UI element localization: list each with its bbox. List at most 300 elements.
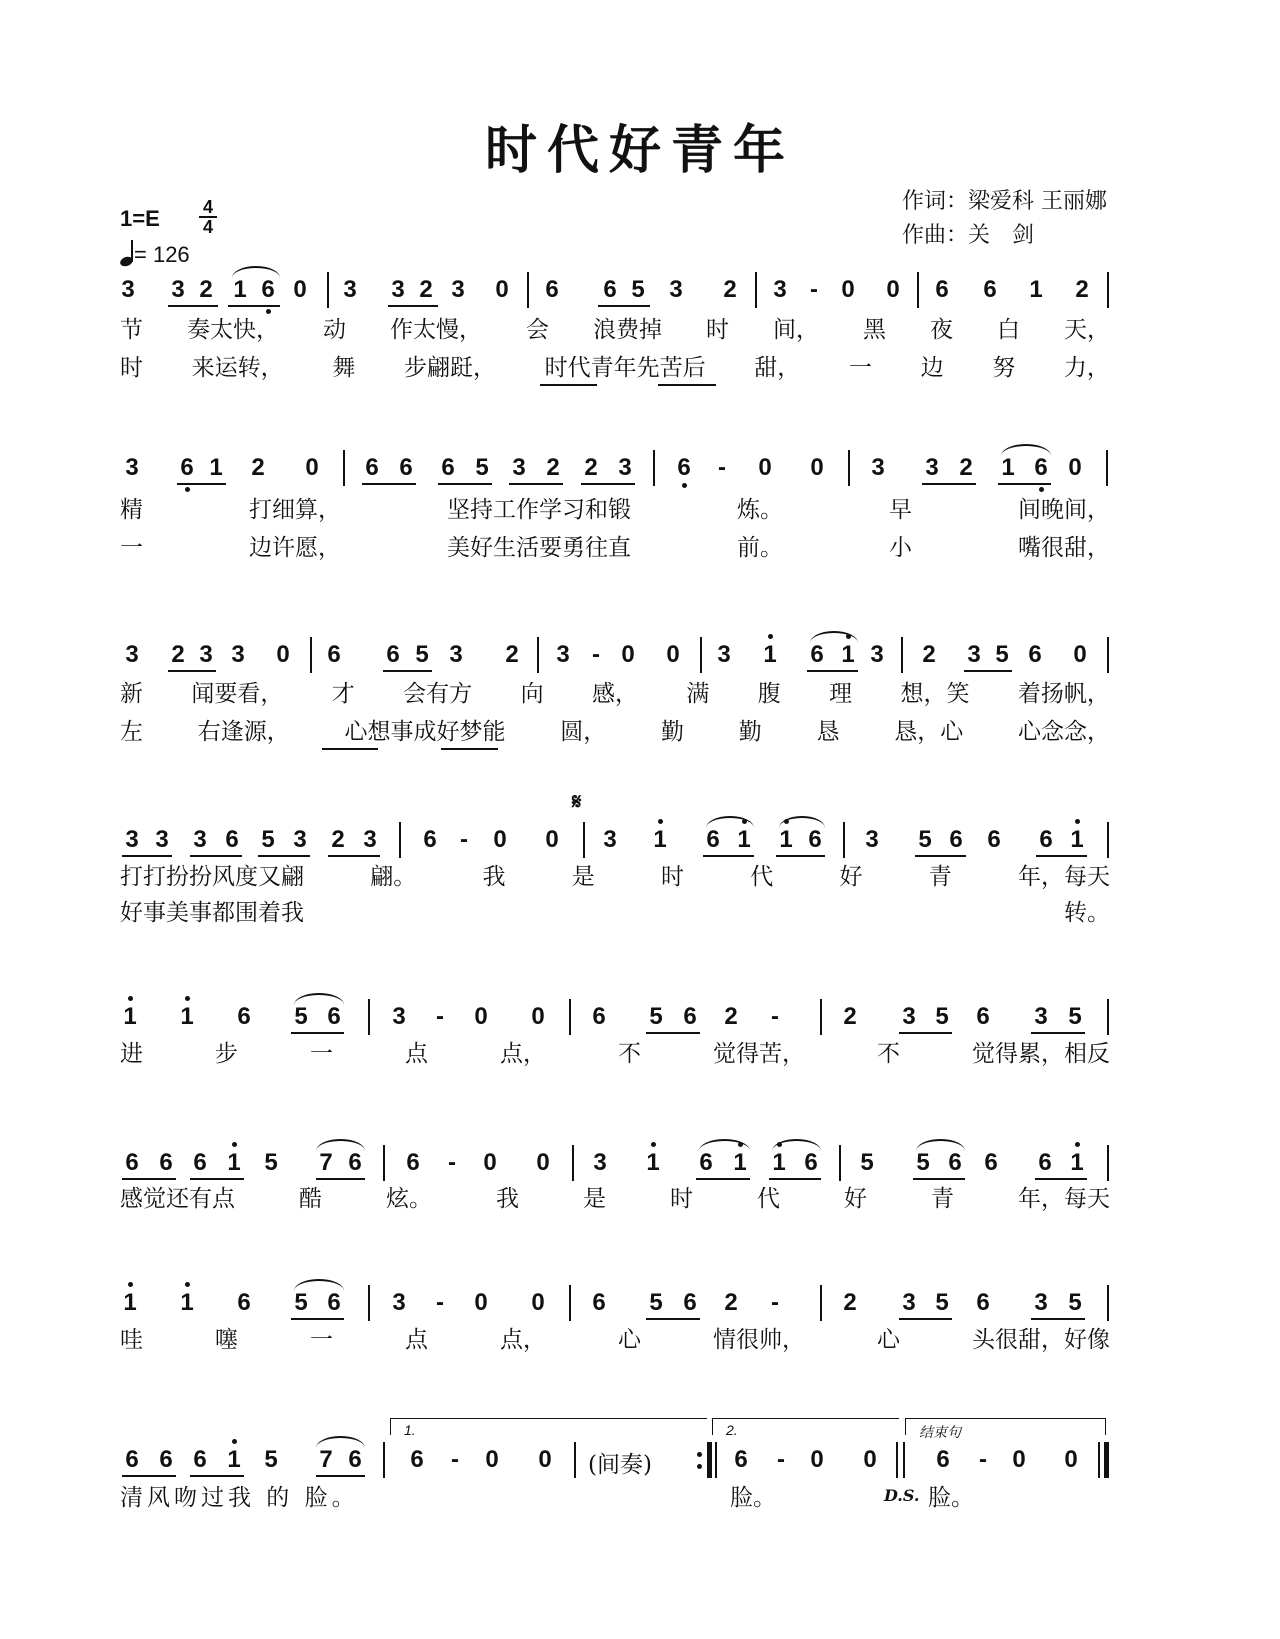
eighth-underline	[316, 1178, 365, 1180]
note: 3	[902, 1003, 916, 1030]
rest: 0	[485, 1446, 499, 1473]
note: 1	[646, 1149, 660, 1176]
barline	[569, 999, 571, 1035]
lyric-word: 会	[526, 317, 549, 343]
note: 6	[948, 1149, 962, 1176]
eighth-underline	[899, 1318, 952, 1320]
dash: -	[810, 276, 818, 303]
note: 3	[669, 276, 683, 303]
lyric-word: 小	[889, 535, 912, 561]
note: 6	[348, 1446, 362, 1473]
rest: 0	[886, 276, 900, 303]
lyric-word: 点，	[500, 1041, 546, 1067]
octave-dot-below	[185, 487, 190, 492]
volta-bracket	[712, 1418, 899, 1435]
note: 3	[391, 276, 405, 303]
barline	[368, 999, 370, 1035]
octave-dot-above	[128, 996, 133, 1001]
lyric-word: 觉得苦，	[713, 1041, 805, 1067]
rest: 0	[666, 641, 680, 668]
note: 1	[1001, 454, 1015, 481]
lyric-word: 浪费掉	[593, 317, 662, 343]
lyric-line	[120, 316, 1110, 344]
repeat-dots	[697, 1452, 702, 1472]
note: 6	[237, 1289, 251, 1316]
dash: -	[979, 1446, 987, 1473]
note: 5	[649, 1289, 663, 1316]
lyric-word: 点	[405, 1041, 428, 1067]
eighth-underline	[383, 670, 432, 672]
note: 6	[683, 1003, 697, 1030]
note: 1	[123, 1003, 137, 1030]
eighth-underline	[703, 855, 754, 857]
lyric-word: 腹	[757, 681, 781, 707]
repeat-bar	[707, 1442, 712, 1478]
note: 6	[159, 1446, 173, 1473]
lyric-word: 打打扮扮风度又翩	[120, 864, 304, 890]
note: 5	[1068, 1289, 1082, 1316]
lyric-word: 白	[997, 317, 1020, 343]
lyric-underline	[441, 748, 498, 750]
note: 5	[475, 454, 489, 481]
rest: 0	[545, 826, 559, 853]
note: 6	[125, 1149, 139, 1176]
eighth-underline	[1031, 1318, 1085, 1320]
eighth-underline	[776, 855, 825, 857]
rest: 0	[1068, 454, 1082, 481]
eighth-underline	[769, 1178, 821, 1180]
lyric-word: 节	[120, 317, 143, 343]
lyric-word: 炫。	[386, 1186, 432, 1212]
note: 5	[935, 1003, 949, 1030]
barline	[715, 1442, 717, 1478]
eighth-underline	[291, 1032, 344, 1034]
tempo-mark: = 126	[120, 240, 190, 268]
note: 1	[653, 826, 667, 853]
note: 1	[763, 641, 777, 668]
lyric-word: 勤	[661, 719, 684, 745]
lyric-line	[120, 1040, 1110, 1068]
note: 2	[419, 276, 433, 303]
lyric-word: 感，	[591, 681, 638, 707]
lyric-word: 时代青年先苦后	[544, 355, 706, 381]
eighth-underline	[258, 855, 310, 857]
note: 1	[180, 1003, 194, 1030]
lyric-word: 着扬帆，	[1017, 681, 1110, 707]
note: 6	[984, 1149, 998, 1176]
note: 3	[392, 1003, 406, 1030]
rest: 0	[531, 1003, 545, 1030]
note: 6	[441, 454, 455, 481]
eighth-underline	[509, 483, 563, 485]
lyric-word: 恳，心	[894, 719, 964, 745]
octave-dot-below	[266, 309, 271, 314]
lyric-word: 代	[750, 864, 774, 890]
note: 3	[125, 641, 139, 668]
eighth-underline	[915, 855, 966, 857]
note: 3	[925, 454, 939, 481]
lyric-word: 心念念，	[1018, 719, 1110, 745]
rest: 0	[1012, 1446, 1026, 1473]
key-signature: 1=E	[120, 206, 160, 231]
lyric-word: 感觉还有点	[120, 1186, 235, 1212]
eighth-underline	[122, 1178, 176, 1180]
lyric-word: 会有方	[403, 681, 473, 707]
note: 6	[1028, 641, 1042, 668]
dash: -	[592, 641, 600, 668]
lyric-word: 力，	[1063, 355, 1110, 381]
rest: 0	[863, 1446, 877, 1473]
lyric-word: 黑	[863, 317, 886, 343]
note: 5	[264, 1446, 278, 1473]
lyric-line: 脸。	[928, 1485, 974, 1511]
note: 3	[392, 1289, 406, 1316]
note: 3	[871, 454, 885, 481]
lyric-word: 点，	[500, 1327, 546, 1353]
dash: -	[436, 1289, 444, 1316]
rest: 0	[531, 1289, 545, 1316]
lyric-word: 年，每天	[1018, 864, 1110, 890]
time-signature: 4 4	[199, 198, 217, 236]
note: 2	[723, 276, 737, 303]
barline	[572, 1145, 574, 1181]
note: 3	[193, 826, 207, 853]
lyric-word: 努	[992, 355, 1016, 381]
note: 1	[209, 454, 223, 481]
note: 6	[1034, 454, 1048, 481]
dash: -	[718, 454, 726, 481]
note: 6	[327, 1003, 341, 1030]
eighth-underline	[316, 1475, 365, 1477]
note: 3	[717, 641, 731, 668]
note: 3	[343, 276, 357, 303]
lyric-word: 一	[848, 355, 872, 381]
note: 3	[125, 826, 139, 853]
note: 6	[810, 641, 824, 668]
lyric-word: 时	[661, 864, 684, 890]
note: 1	[227, 1446, 241, 1473]
note: 6	[237, 1003, 251, 1030]
dash: -	[460, 826, 468, 853]
lyric-word: 年，每天	[1018, 1186, 1110, 1212]
note: 1	[227, 1149, 241, 1176]
note: 2	[331, 826, 345, 853]
eighth-underline	[1035, 1178, 1087, 1180]
note: 5	[1068, 1003, 1082, 1030]
barline	[700, 637, 702, 673]
note: 3	[1034, 1289, 1048, 1316]
barline	[653, 450, 655, 486]
note: 2	[1075, 276, 1089, 303]
lyric-word: 美好生活要勇往直	[447, 535, 631, 561]
rest: 0	[538, 1446, 552, 1473]
dash: -	[436, 1003, 444, 1030]
note: 2	[843, 1003, 857, 1030]
lyric-line	[120, 1185, 1110, 1213]
lyric-word: 不	[618, 1041, 641, 1067]
lyric-word: 坚持工作学习和锻	[447, 497, 631, 523]
note: 6	[193, 1446, 207, 1473]
lyric-word: 理	[829, 681, 853, 707]
lyric-word: 想，笑	[900, 681, 970, 707]
lyric-word: 一	[310, 1327, 333, 1353]
note: 5	[935, 1289, 949, 1316]
barline	[399, 822, 401, 858]
eighth-underline	[122, 855, 172, 857]
lyric-word: 我	[482, 864, 506, 890]
note: 1	[1070, 826, 1084, 853]
rest: 0	[758, 454, 772, 481]
slur	[232, 266, 280, 278]
note: 6	[125, 1446, 139, 1473]
note: 3	[231, 641, 245, 668]
slur	[316, 1436, 365, 1448]
lyric-word: 噻	[215, 1327, 238, 1353]
note: 6	[983, 276, 997, 303]
barline	[901, 637, 903, 673]
note: 6	[1039, 826, 1053, 853]
lyric-word: 心	[618, 1327, 641, 1353]
note: 3	[451, 276, 465, 303]
note: 6	[365, 454, 379, 481]
note: 6	[1038, 1149, 1052, 1176]
note: 6	[976, 1289, 990, 1316]
note: 5	[995, 641, 1009, 668]
slur	[916, 1139, 965, 1151]
volta-bracket	[390, 1418, 707, 1435]
lyric-word: 进	[120, 1041, 143, 1067]
eighth-underline	[922, 483, 976, 485]
barline	[343, 450, 345, 486]
lyric-word: 恳	[816, 719, 840, 745]
lyric-word: 向	[520, 681, 544, 707]
rest: 0	[841, 276, 855, 303]
lyric-line	[120, 1326, 1110, 1354]
note: 1	[841, 641, 855, 668]
rest: 0	[305, 454, 319, 481]
note: 6	[683, 1289, 697, 1316]
note: 6	[603, 276, 617, 303]
note: 6	[734, 1446, 748, 1473]
barline	[1107, 272, 1109, 308]
note: 1	[772, 1149, 786, 1176]
note: 6	[399, 454, 413, 481]
note: 6	[225, 826, 239, 853]
note: 3	[967, 641, 981, 668]
lyric-line	[120, 496, 1110, 524]
barline	[569, 1285, 571, 1321]
note: 2	[584, 454, 598, 481]
lyric-word: 炼。	[737, 497, 783, 523]
lyric-line	[120, 680, 1110, 708]
note: 3	[870, 641, 884, 668]
note: 3	[593, 1149, 607, 1176]
lyric-line	[120, 534, 1110, 562]
rest: 0	[810, 454, 824, 481]
octave-dot-above	[1075, 819, 1080, 824]
barline	[327, 272, 329, 308]
note: 5	[631, 276, 645, 303]
note: 3	[363, 826, 377, 853]
lyric-word: 时	[706, 317, 729, 343]
lyricist: 作词：梁爱科 王丽娜	[902, 189, 1107, 214]
barline	[903, 1442, 905, 1478]
eighth-underline	[388, 305, 438, 307]
note: 2	[171, 641, 185, 668]
note: 1	[180, 1289, 194, 1316]
octave-dot-above	[768, 634, 773, 639]
note: 2	[505, 641, 519, 668]
barline	[839, 1145, 841, 1181]
rest: 0	[474, 1289, 488, 1316]
eighth-underline	[362, 483, 416, 485]
slur	[772, 1139, 821, 1151]
lyric-line: 脸。	[730, 1485, 776, 1511]
note: 2	[922, 641, 936, 668]
note: 3	[155, 826, 169, 853]
barline	[537, 637, 539, 673]
rest: 0	[621, 641, 635, 668]
note: 3	[773, 276, 787, 303]
lyric-word: 圆，	[560, 719, 607, 745]
note: 3	[293, 826, 307, 853]
dash: -	[777, 1446, 785, 1473]
slur	[294, 993, 344, 1005]
volta-label: 1.	[404, 1422, 416, 1438]
lyric-word: 一	[310, 1041, 333, 1067]
lyric-word: 作太慢，	[390, 317, 482, 343]
song-title: 时代好青年	[484, 121, 795, 181]
dash: -	[451, 1446, 459, 1473]
lyric-word: 翩。	[370, 864, 417, 890]
lyric-word: 精	[120, 497, 143, 523]
volta-label: 结束句	[919, 1424, 961, 1440]
lyric-word: 是	[571, 864, 595, 890]
lyric-word: 青	[928, 864, 952, 890]
eighth-underline	[190, 1475, 244, 1477]
note: 3	[171, 276, 185, 303]
octave-dot-above	[1075, 1142, 1080, 1147]
note: 3	[618, 454, 632, 481]
octave-dot-above	[185, 1282, 190, 1287]
eighth-underline	[1036, 855, 1087, 857]
lyric-word: 奏太快，	[187, 317, 279, 343]
note: 3	[1034, 1003, 1048, 1030]
eighth-underline	[291, 1318, 344, 1320]
lyric-word: 时	[120, 355, 143, 381]
note: 2	[199, 276, 213, 303]
segno-icon: 𝄋	[572, 790, 582, 815]
note: 6	[592, 1289, 606, 1316]
note: 2	[959, 454, 973, 481]
note: 6	[976, 1003, 990, 1030]
eighth-underline	[807, 670, 858, 672]
lyric-word: 勤	[738, 719, 762, 745]
lyric-word: 动	[323, 317, 346, 343]
note: 6	[677, 454, 691, 481]
lyric-line	[120, 863, 1110, 891]
note: 6	[804, 1149, 818, 1176]
octave-dot-below	[1039, 487, 1044, 492]
barline	[1106, 450, 1108, 486]
rest: 0	[474, 1003, 488, 1030]
final-bar	[1104, 1442, 1109, 1478]
rest: 0	[1064, 1446, 1078, 1473]
rest: 0	[495, 276, 509, 303]
rest: 0	[536, 1149, 550, 1176]
lyric-word: 左	[120, 719, 143, 745]
lyric-word: 一	[120, 535, 143, 561]
note: 1	[779, 826, 793, 853]
note: 6	[327, 641, 341, 668]
note: 3	[556, 641, 570, 668]
note: 3	[902, 1289, 916, 1316]
note: 2	[546, 454, 560, 481]
note: 2	[724, 1289, 738, 1316]
slur	[706, 816, 754, 828]
barline	[820, 999, 822, 1035]
composer: 作曲：关 剑	[902, 223, 1035, 248]
note: 5	[860, 1149, 874, 1176]
lyric-word: 头很甜，好像	[972, 1327, 1110, 1353]
note: 2	[843, 1289, 857, 1316]
note: 6	[706, 826, 720, 853]
note: 1	[233, 276, 247, 303]
note: 6	[699, 1149, 713, 1176]
lyric-word: 夜	[930, 317, 953, 343]
note: 7	[319, 1149, 333, 1176]
lyric-word: 边许愿，	[249, 535, 341, 561]
slur	[779, 816, 825, 828]
lyric-word: 好	[839, 864, 863, 890]
lyric-word: 好	[844, 1186, 867, 1212]
note: 3	[199, 641, 213, 668]
note: 6	[406, 1149, 420, 1176]
barline	[383, 1145, 385, 1181]
lyric-word: 天，	[1064, 317, 1110, 343]
lyric-underline	[658, 384, 716, 386]
barline	[527, 272, 529, 308]
eighth-underline	[168, 305, 218, 307]
note: 6	[808, 826, 822, 853]
lyric-word: 新	[120, 681, 143, 707]
eighth-underline	[899, 1032, 952, 1034]
lyric-word: 边	[920, 355, 944, 381]
barline	[896, 1442, 898, 1478]
barline	[820, 1285, 822, 1321]
lyric-word: 步翩跹，	[403, 355, 496, 381]
lyric-word: 闻要看，	[191, 681, 284, 707]
note: 7	[319, 1446, 333, 1473]
barline	[1107, 637, 1109, 673]
lyric-word: 甜，	[754, 355, 801, 381]
slur	[294, 1279, 344, 1291]
lyric-line	[120, 354, 1110, 382]
lyric-word: 嘴很甜，	[1018, 535, 1110, 561]
note: 5	[916, 1149, 930, 1176]
note: 6	[987, 826, 1001, 853]
note: 3	[121, 276, 135, 303]
rest: 0	[276, 641, 290, 668]
note: 5	[261, 826, 275, 853]
lyric-word: 间晚间，	[1018, 497, 1110, 523]
volta-label: 2.	[726, 1422, 738, 1438]
octave-dot-above	[232, 1142, 237, 1147]
quarter-note-icon	[120, 240, 134, 266]
eighth-underline	[122, 1475, 176, 1477]
note: 5	[264, 1149, 278, 1176]
slur	[810, 631, 858, 643]
